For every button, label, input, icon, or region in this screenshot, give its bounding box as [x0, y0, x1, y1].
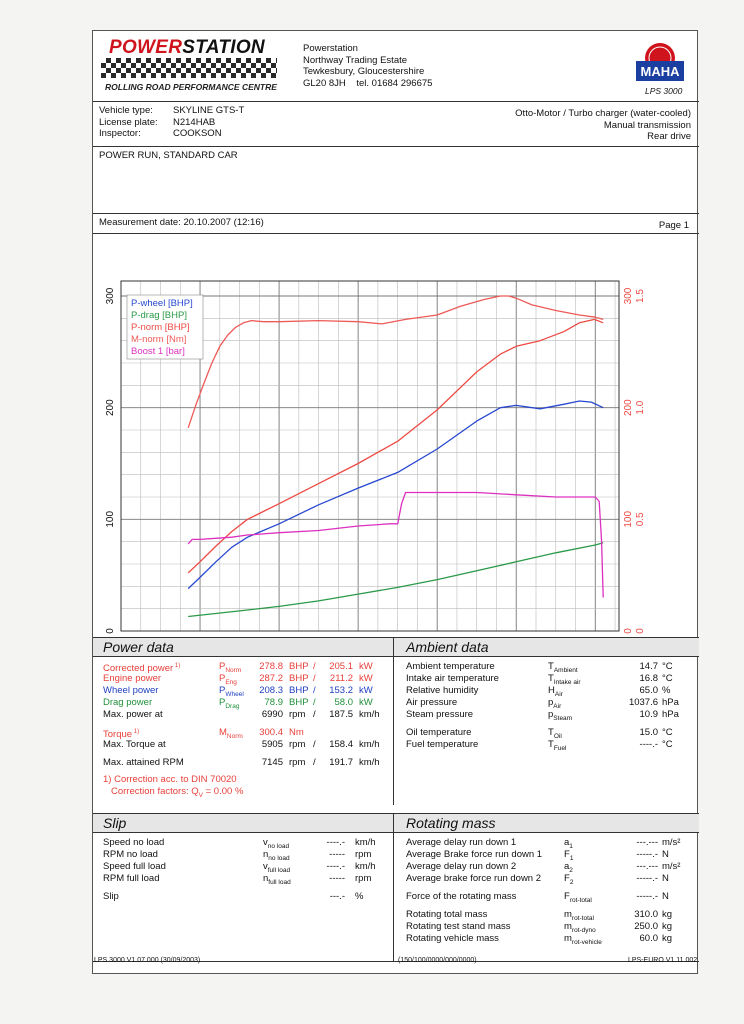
symbol-subscript: no load	[268, 854, 290, 862]
max-rpm-row-label: Max. attained RPM	[103, 757, 184, 768]
max-torque-row-unit-2: km/h	[359, 739, 380, 750]
ambient-row-unit: hPa	[662, 709, 679, 720]
power-separator: /	[313, 661, 316, 672]
drive-spec: Rear drive	[647, 131, 691, 142]
slip-row	[103, 891, 393, 903]
slip-row-label: Speed full load	[103, 861, 166, 872]
powerstation-logo	[109, 37, 265, 59]
power-row-label: Wheel power	[103, 685, 159, 696]
power-unit-1: BHP	[289, 697, 309, 708]
slip-row-unit: rpm	[355, 873, 372, 884]
torque-value: 300.4	[259, 727, 283, 738]
symbol-subscript: 2	[569, 878, 574, 886]
ambient-row-value: ----.-	[639, 739, 658, 750]
ambient-row-symbol: $T_{Oil}$	[548, 727, 562, 740]
correction-factor-label: Correction factors: Q	[111, 785, 199, 797]
power-unit-2: kW	[359, 697, 373, 708]
symbol-subscript: Air	[553, 702, 562, 710]
page-number: Page 1	[658, 220, 689, 231]
torque-unit: Nm	[289, 727, 304, 738]
maha-logo	[629, 37, 691, 99]
rotating-mass-row-unit: m/s²	[662, 861, 681, 872]
correction-factor-value: = 0.00 %	[202, 785, 244, 797]
rotating-mass-row-label: Average delay run down 2	[406, 861, 517, 872]
rotating-mass-row-value: -----.-	[636, 849, 658, 860]
symbol-subscript: Wheel	[225, 690, 244, 698]
rotating-mass-row-label: Rotating vehicle mass	[406, 933, 499, 944]
rotating-mass-row-label: Rotating total mass	[406, 909, 488, 920]
symbol-subscript: 1	[569, 854, 574, 862]
symbol-subscript: rot-vehicle	[571, 938, 602, 946]
right-torque-tick-label: 200	[623, 399, 634, 417]
rotating-mass-title: Rotating mass	[406, 815, 496, 831]
slip-row-symbol: $n_{no load}$	[263, 849, 290, 862]
rotating-mass-row-symbol: $m_{rot-total}$	[564, 909, 594, 922]
power-symbol: $P_{Eng}$	[219, 673, 237, 686]
power-value-2: 153.2	[329, 685, 353, 696]
ambient-row-value: 16.8	[639, 673, 658, 684]
power-data-table	[103, 661, 393, 801]
rotating-mass-row-symbol: $F_2$	[564, 873, 574, 886]
ambient-row-label: Ambient temperature	[406, 661, 495, 672]
max-torque-row-separator: /	[313, 739, 316, 750]
company-name: Powerstation	[303, 43, 358, 54]
rotating-mass-row-unit: kg	[662, 909, 673, 920]
power-separator: /	[313, 709, 316, 720]
run-title: POWER RUN, STANDARD CAR	[99, 150, 238, 161]
slip-row-value: -----	[329, 873, 345, 884]
footnote-marker: 1)	[173, 663, 181, 669]
slip-row-unit: rpm	[355, 849, 372, 860]
ambient-row-value: 14.7	[639, 661, 658, 672]
symbol-subscript: Eng	[225, 678, 237, 686]
symbol-subscript: Air	[554, 690, 563, 698]
right-torque-tick-label: 100	[623, 510, 634, 528]
torque-row	[103, 727, 393, 739]
rotating-mass-row-symbol: $a_1$	[564, 837, 573, 850]
footer-left: LPS 3000 V1.07.000 (30/09/2003)	[94, 957, 201, 964]
ambient-row-label: Fuel temperature	[406, 739, 479, 750]
power-unit-1: BHP	[289, 685, 309, 696]
ambient-row-unit: %	[662, 685, 671, 696]
power-value-1: 6990	[261, 709, 283, 720]
ambient-row-symbol: $p_{Steam}$	[548, 709, 573, 722]
ambient-row-value: 10.9	[639, 709, 658, 720]
rotating-mass-row-unit: N	[662, 873, 669, 884]
left-tick-label: 300	[105, 287, 116, 305]
slip-row-value: ----.-	[326, 837, 345, 848]
power-separator: /	[313, 697, 316, 708]
right-boost-tick-label: 0.5	[635, 512, 646, 527]
slip-row-label: RPM full load	[103, 873, 160, 884]
power-value-2: 187.5	[329, 709, 353, 720]
rotating-mass-row-value: -----.-	[636, 873, 658, 884]
ambient-row-unit: °C	[662, 727, 673, 738]
ambient-row-label: Air pressure	[406, 697, 458, 708]
checkered-flag-graphic	[101, 58, 277, 78]
ambient-row	[406, 685, 696, 697]
max-rpm-row-value-2: 191.7	[329, 757, 353, 768]
slip-row-unit: km/h	[355, 837, 376, 848]
slip-table	[103, 837, 393, 903]
ambient-row	[406, 673, 696, 685]
legend-entry: P-norm [BHP]	[131, 322, 190, 333]
slip-title: Slip	[103, 815, 127, 831]
rotating-mass-row	[406, 837, 696, 849]
rotating-mass-row	[406, 861, 696, 873]
left-tick-label: 100	[105, 510, 116, 528]
rotating-mass-row	[406, 891, 696, 903]
power-unit-1: rpm	[289, 709, 306, 720]
power-value-1: 208.3	[259, 685, 283, 696]
symbol-subscript: Oil	[553, 732, 562, 740]
data-section-header	[93, 637, 699, 657]
logo-left-text: POWER	[109, 37, 183, 58]
slip-row-value: ----.-	[326, 861, 345, 872]
ambient-data-table	[406, 661, 696, 751]
legend-entry: Boost 1 [bar]	[131, 346, 185, 357]
symbol-subscript: Drag	[225, 702, 240, 710]
power-value-2: 205.1	[329, 661, 353, 672]
symbol-subscript: full load	[267, 866, 291, 874]
address-line-1: Northway Trading Estate	[303, 54, 408, 66]
ambient-row-value: 1037.6	[628, 697, 658, 708]
max-rpm-row-separator: /	[313, 757, 316, 768]
power-symbol: $P_{Norm}$	[219, 661, 242, 674]
rotating-mass-row-label: Average Brake force run down 1	[406, 849, 543, 860]
ambient-row-unit: °C	[662, 739, 673, 750]
left-tick-label: 0	[105, 628, 116, 634]
transmission-spec: Manual transmission	[603, 119, 691, 131]
footnote-2	[103, 786, 393, 801]
logo-tagline: ROLLING ROAD PERFORMANCE CENTRE	[105, 82, 277, 92]
vehicle-labels	[99, 105, 158, 140]
power-unit-2: km/h	[359, 709, 380, 720]
symbol-subscript: Norm	[226, 732, 243, 740]
footnote-1: 1) Correction acc. to DIN 70020	[103, 774, 237, 785]
footer-center: (150/100/0000/000/0000)	[398, 957, 477, 964]
measurement-date: Measurement date: 20.10.2007 (12:16)	[99, 217, 264, 228]
rotating-mass-row	[406, 909, 696, 921]
ambient-row	[406, 697, 696, 709]
ambient-row-label: Steam pressure	[406, 709, 474, 720]
symbol-subscript: Intake air	[553, 678, 581, 686]
symbol-subscript: V	[198, 791, 203, 799]
max-rpm-row-unit-2: km/h	[359, 757, 380, 768]
legend-entry: P-drag [BHP]	[131, 310, 187, 321]
max-rpm-row-value-1: 7145	[261, 757, 283, 768]
ambient-row-label: Relative humidity	[406, 685, 479, 696]
ambient-row-unit: hPa	[662, 697, 679, 708]
max-torque-row-label: Max. Torque at	[103, 739, 166, 750]
power-value-1: 287.2	[259, 673, 283, 684]
slip-row-symbol: $n_{full load}$	[263, 873, 291, 886]
power-row-label: Engine power	[103, 673, 162, 684]
rotating-mass-row-symbol: $a_2$	[564, 861, 573, 874]
rotating-mass-row-unit: N	[662, 891, 669, 902]
slip-row-unit: km/h	[355, 861, 376, 872]
symbol-subscript: Steam	[553, 714, 573, 722]
power-unit-1: BHP	[289, 673, 309, 684]
symbol-subscript: rot-total	[569, 896, 592, 904]
power-row	[103, 673, 393, 685]
ambient-row-symbol: $H_{Air}$	[548, 685, 563, 698]
slip-row-value: ---.-	[329, 891, 345, 902]
ambient-row	[406, 739, 696, 751]
max-rpm-row-unit-1: rpm	[289, 757, 306, 768]
dyno-chart	[93, 236, 699, 636]
ambient-row	[406, 727, 696, 739]
slip-row-value: -----	[329, 849, 345, 860]
power-row	[103, 697, 393, 709]
legend-entry: P-wheel [BHP]	[131, 298, 193, 309]
license-plate-label: License plate:	[99, 116, 158, 128]
power-value-2: 58.0	[334, 697, 353, 708]
rotating-mass-row-unit: m/s²	[662, 837, 681, 848]
ambient-row-unit: °C	[662, 661, 673, 672]
vehicle-spec	[515, 108, 691, 143]
symbol-subscript: 2	[569, 866, 573, 874]
power-unit-2: kW	[359, 685, 373, 696]
power-row-label: Corrected power $^{1)}$	[103, 663, 181, 675]
power-row-label: Max. power at	[103, 709, 163, 720]
symbol-subscript: 1	[569, 842, 573, 850]
power-row	[103, 685, 393, 697]
ambient-data-title: Ambient data	[406, 639, 489, 655]
right-torque-tick-label: 0	[623, 628, 634, 634]
rotating-mass-row-label: Average delay run down 1	[406, 837, 517, 848]
slip-row-label: RPM no load	[103, 849, 158, 860]
ambient-row-unit: °C	[662, 673, 673, 684]
engine-spec: Otto-Motor / Turbo charger (water-cooled)	[515, 108, 691, 119]
power-value-1: 78.9	[264, 697, 283, 708]
right-boost-tick-label: 1.0	[635, 400, 646, 415]
right-torque-tick-label: 300	[623, 287, 634, 305]
slip-row-unit: %	[355, 891, 364, 902]
rotating-mass-row	[406, 873, 696, 885]
symbol-subscript: Ambient	[553, 666, 578, 674]
rotating-mass-row-symbol: $F_1$	[564, 849, 574, 862]
power-row-label: Drag power	[103, 697, 153, 708]
symbol-subscript: no load	[267, 842, 290, 850]
rotating-mass-row-value: 60.0	[639, 933, 658, 944]
postcode: GL20 8JH	[303, 77, 346, 89]
rotating-mass-row-unit: N	[662, 849, 669, 860]
rotating-mass-row-symbol: $F_{rot-total}$	[564, 891, 592, 904]
vehicle-type-value: SKYLINE GTS-T	[173, 105, 245, 116]
slip-section-header	[93, 813, 699, 833]
power-symbol: $P_{Wheel}$	[219, 685, 244, 698]
slip-row	[103, 873, 393, 885]
rotating-mass-row-value: -----.-	[636, 891, 658, 902]
power-value-2: 211.2	[329, 673, 353, 684]
symbol-subscript: full load	[268, 878, 291, 886]
maha-logo-text: MAHA	[640, 64, 680, 79]
symbol-subscript: Fuel	[553, 744, 567, 752]
slip-row-symbol: $v_{full load}$	[263, 861, 291, 874]
rotating-mass-row	[406, 849, 696, 861]
ambient-row-label: Intake air temperature	[406, 673, 499, 684]
footnote-marker: 1)	[132, 729, 140, 735]
model-label: LPS 3000	[645, 86, 683, 96]
torque-symbol: $M_{Norm}$	[219, 727, 243, 740]
ambient-row-value: 15.0	[639, 727, 658, 738]
series-line-1	[188, 543, 603, 617]
power-data-title: Power data	[103, 639, 174, 655]
footer-right: LPS-EURO V1.11.002	[628, 957, 698, 964]
power-value-1: 278.8	[259, 661, 283, 672]
power-unit-1: BHP	[289, 661, 309, 672]
series-line-0	[188, 401, 603, 589]
rotating-mass-row-value: ---.---	[636, 861, 658, 872]
series-line-4	[188, 493, 603, 598]
ambient-row	[406, 709, 696, 721]
power-unit-2: kW	[359, 673, 373, 684]
inspector-label: Inspector:	[99, 128, 141, 139]
rotating-mass-row-label: Force of the rotating mass	[406, 891, 517, 902]
slip-row-label: Slip	[103, 891, 119, 902]
rotating-mass-row	[406, 921, 696, 933]
chart-series	[188, 296, 603, 617]
rotating-mass-row-symbol: $m_{rot-dyno}$	[564, 921, 596, 934]
max-torque-row-unit-1: rpm	[289, 739, 306, 750]
legend-entry: M-norm [Nm]	[131, 334, 187, 345]
symbol-subscript: Norm	[225, 666, 242, 674]
company-address	[303, 43, 432, 89]
right-boost-tick-label: 0	[635, 628, 646, 634]
ambient-row-value: 65.0	[639, 685, 658, 696]
rotating-mass-row-symbol: $m_{rot-vehicle}$	[564, 933, 602, 946]
rotating-mass-row-value: 310.0	[634, 909, 658, 920]
symbol-subscript: rot-total	[571, 914, 594, 922]
dyno-report-sheet	[92, 30, 698, 974]
max-rpm-row	[103, 757, 393, 769]
power-row	[103, 709, 393, 721]
chart-legend	[127, 295, 203, 359]
power-unit-2: kW	[359, 661, 373, 672]
slip-row-label: Speed no load	[103, 837, 165, 848]
ambient-row-symbol: $p_{Air}$	[548, 697, 562, 710]
rotating-mass-row-value: ---.---	[636, 837, 658, 848]
right-boost-tick-label: 1.5	[635, 289, 646, 303]
rotating-mass-row-value: 250.0	[634, 921, 658, 932]
rotating-mass-row-label: Rotating test stand mass	[406, 921, 511, 932]
ambient-row-symbol: $T_{Intake air}$	[548, 673, 581, 686]
logo-right-text: STATION	[182, 37, 265, 58]
license-plate-value: N214HAB	[173, 116, 216, 128]
max-torque-row	[103, 739, 393, 751]
rotating-mass-row-unit: kg	[662, 921, 673, 932]
torque-label: Torque $^{1)}$	[103, 729, 140, 741]
ambient-row	[406, 661, 696, 673]
rotating-mass-row	[406, 933, 696, 945]
max-torque-row-value-2: 158.4	[329, 739, 353, 750]
vehicle-type-label: Vehicle type:	[99, 105, 153, 116]
phone: tel. 01684 296675	[356, 77, 433, 89]
rotating-mass-row-unit: kg	[662, 933, 673, 944]
slip-row	[103, 849, 393, 861]
max-torque-row-value-1: 5905	[261, 739, 283, 750]
rotating-mass-table	[406, 837, 696, 945]
power-symbol: $P_{Drag}$	[219, 697, 240, 710]
power-row	[103, 661, 393, 673]
slip-row	[103, 837, 393, 849]
slip-row	[103, 861, 393, 873]
rotating-mass-row-label: Average brake force run down 2	[406, 873, 542, 884]
power-separator: /	[313, 673, 316, 684]
ambient-row-symbol: $T_{Ambient}$	[548, 661, 578, 674]
ambient-row-symbol: $T_{Fuel}$	[548, 739, 567, 752]
power-separator: /	[313, 685, 316, 696]
symbol-subscript: rot-dyno	[571, 926, 596, 934]
address-line-2: Tewkesbury, Gloucestershire	[303, 66, 425, 77]
ambient-row-label: Oil temperature	[406, 727, 472, 738]
slip-row-symbol: $v_{no load}$	[263, 837, 290, 850]
left-tick-label: 200	[105, 399, 116, 417]
vehicle-values	[173, 105, 244, 140]
inspector-value: COOKSON	[173, 128, 222, 139]
